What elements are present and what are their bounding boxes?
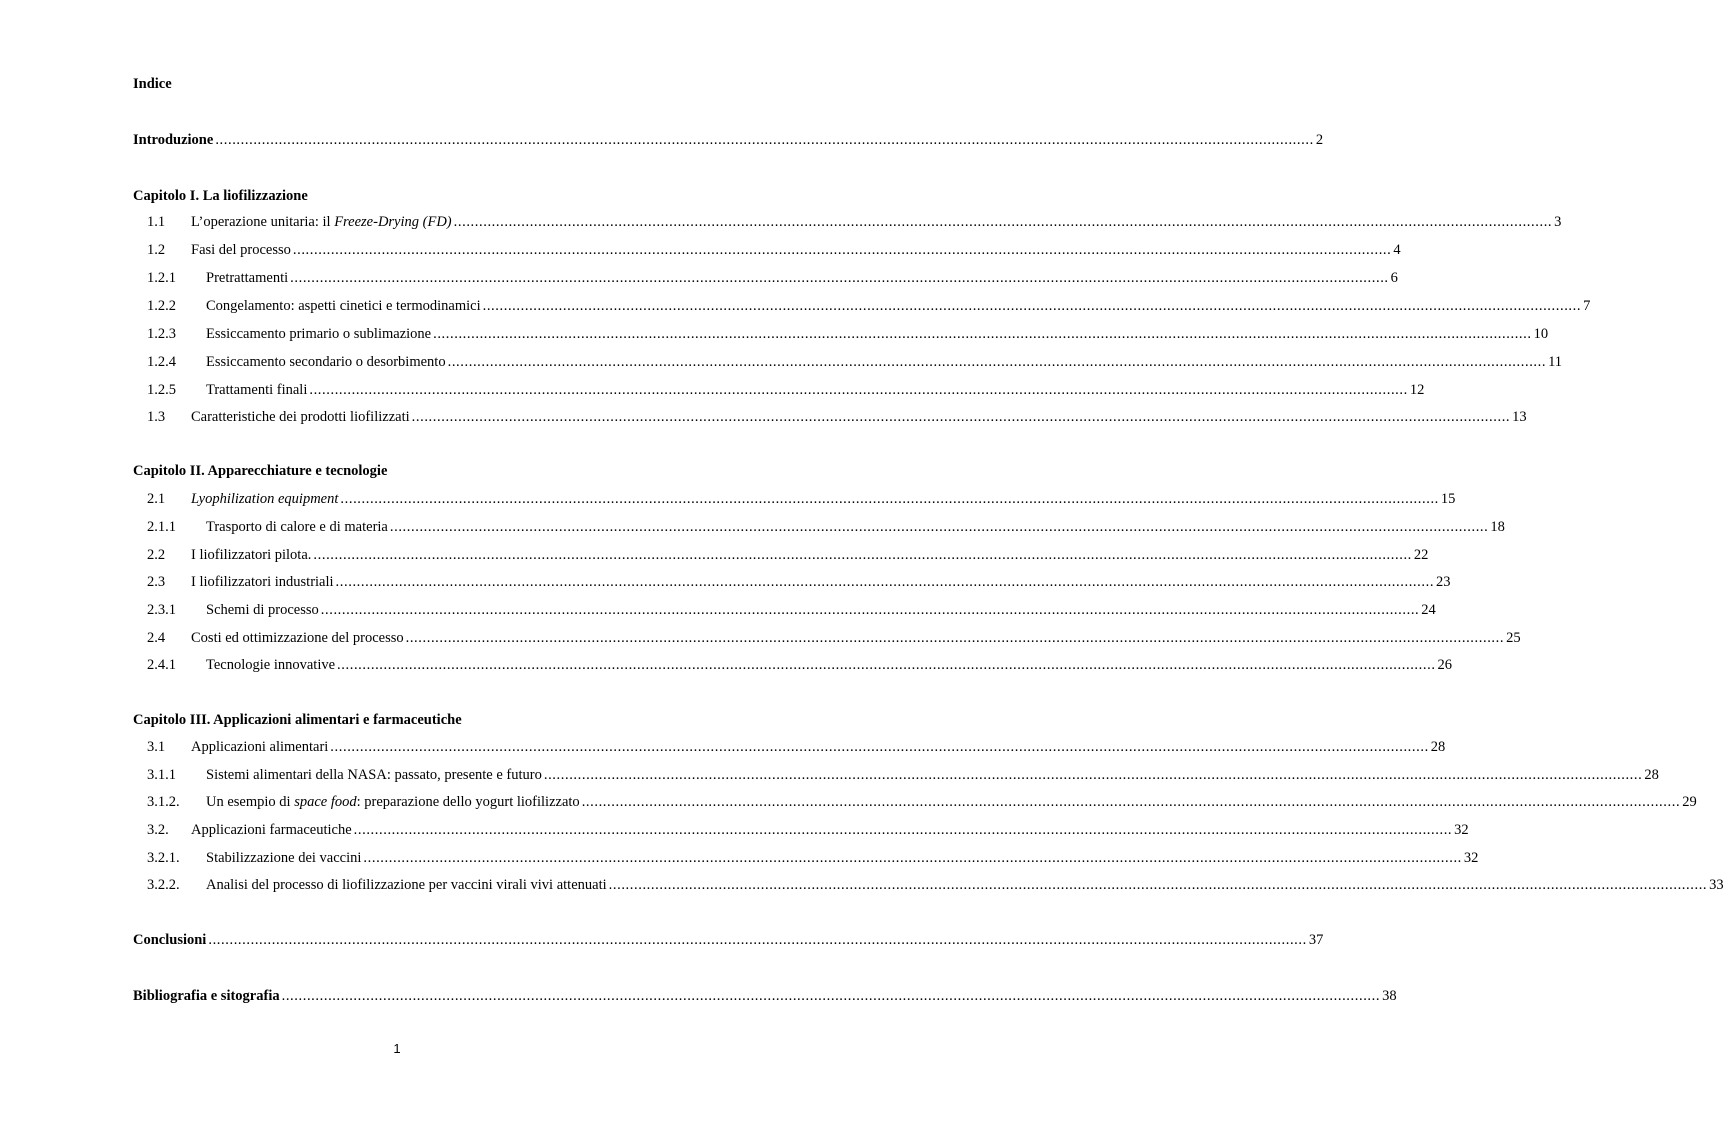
toc-entry-number: 1.2.1: [147, 270, 176, 286]
toc-entry[interactable]: [147, 212, 1562, 232]
toc-entry[interactable]: [147, 489, 1456, 509]
toc-entry-title: Sistemi alimentari della NASA: passato, presente e futuro: [206, 767, 542, 783]
toc-page-number: 13: [1512, 409, 1527, 425]
toc-page-number: 38: [1382, 988, 1397, 1004]
toc-entry-title: Introduzione: [133, 132, 214, 148]
toc-entry[interactable]: [147, 296, 1591, 316]
dot-leader: [406, 628, 1505, 648]
toc-entry-title: Congelamento: aspetti cinetici e termodinamici: [206, 298, 481, 314]
dot-leader: [313, 545, 1412, 565]
toc-entry[interactable]: [147, 655, 1453, 675]
toc-page-number: 2: [1315, 132, 1324, 148]
toc-entry-number: 2.1: [147, 491, 166, 507]
toc-entry[interactable]: [147, 572, 1451, 592]
toc-entry[interactable]: [147, 517, 1505, 537]
toc-entry-title: Applicazioni alimentari: [191, 739, 329, 755]
toc-entry[interactable]: [147, 737, 1446, 757]
dot-leader: [309, 380, 1408, 400]
toc-entry[interactable]: [147, 352, 1563, 372]
toc-page-number: 15: [1440, 491, 1456, 507]
toc-entry[interactable]: [147, 545, 1429, 565]
toc-entry-number: 1.2.3: [147, 326, 176, 342]
dot-leader: [354, 820, 1453, 840]
chapter-1-heading[interactable]: Capitolo I. La liofilizzazione: [133, 188, 308, 204]
toc-entry-title: Essiccamento secondario o desorbimento: [206, 354, 446, 370]
toc-entry-title: Analisi del processo di liofilizzazione per vaccini virali vivi attenuati: [206, 877, 607, 893]
toc-entry-title: I liofilizzatori industriali: [191, 574, 334, 590]
dot-leader: [208, 930, 1307, 950]
toc-entry-title: L’operazione unitaria: il Freeze-Drying (FD): [191, 214, 452, 230]
toc-entry[interactable]: [147, 792, 1697, 812]
dot-leader: [336, 572, 1435, 592]
toc-page-number: 28: [1644, 767, 1659, 783]
toc-entry-title: Bibliografia e sitografia: [133, 988, 280, 1004]
toc-entry-title: I liofilizzatori pilota.: [191, 547, 312, 563]
toc-entry-number: 1.2.5: [147, 382, 176, 398]
toc-entry-number: 2.3: [147, 574, 166, 590]
dot-leader: [330, 737, 1429, 757]
toc-entry[interactable]: [147, 848, 1479, 868]
dot-leader: [454, 212, 1553, 232]
toc-entry[interactable]: [147, 268, 1398, 288]
toc-entry-title: Fasi del processo: [191, 242, 291, 258]
toc-entry-number: 3.2.: [147, 822, 169, 838]
toc-page-number: 3: [1554, 214, 1562, 230]
toc-entry-title: Conclusioni: [133, 932, 207, 948]
toc-page-number: 28: [1430, 739, 1446, 755]
chapter-3-heading[interactable]: Capitolo III. Applicazioni alimentari e farmaceutiche: [133, 712, 462, 728]
dot-leader: [448, 352, 1547, 372]
toc-page-number: 6: [1390, 270, 1398, 286]
toc-entry-number: 3.1: [147, 739, 166, 755]
toc-page-number: 37: [1308, 932, 1324, 948]
toc-entry[interactable]: [147, 240, 1401, 260]
toc-entry-title: Stabilizzazione dei vaccini: [206, 850, 362, 866]
toc-page-number: 12: [1409, 382, 1425, 398]
toc-page-number: 22: [1413, 547, 1429, 563]
toc-entry-title: Tecnologie innovative: [206, 657, 336, 673]
toc-entry-title: Costi ed ottimizzazione del processo: [191, 630, 404, 646]
dot-leader: [544, 765, 1643, 785]
toc-entry-number: 1.2.4: [147, 354, 176, 370]
dot-leader: [282, 986, 1381, 1006]
toc-entry-number: 3.1.1: [147, 767, 176, 783]
toc-page-number: 18: [1490, 519, 1505, 535]
toc-entry-number: 2.4: [147, 630, 166, 646]
toc-page-number: 11: [1548, 354, 1563, 370]
page-title: Indice: [133, 76, 172, 92]
dot-leader: [390, 517, 1489, 537]
toc-entry-title: Trasporto di calore e di materia: [206, 519, 388, 535]
dot-leader: [215, 130, 1314, 150]
toc-entry-title: Un esempio di space food: preparazione dello yogurt liofilizzato: [206, 794, 580, 810]
toc-page-number: 29: [1682, 794, 1697, 810]
dot-leader: [340, 489, 1439, 509]
toc-page-number: 25: [1506, 630, 1521, 646]
toc-entry[interactable]: [147, 600, 1436, 620]
dot-leader: [433, 324, 1532, 344]
dot-leader: [412, 407, 1511, 427]
toc-entry[interactable]: [147, 628, 1521, 648]
dot-leader: [582, 792, 1681, 812]
toc-entry-number: 2.4.1: [147, 657, 176, 673]
toc-page-number: 24: [1421, 602, 1436, 618]
toc-entry-number: 3.1.2.: [147, 794, 180, 810]
toc-entry-title: Essiccamento primario o sublimazione: [206, 326, 432, 342]
toc-entry-number: 1.2: [147, 242, 166, 258]
toc-entry-introduction[interactable]: [133, 130, 1324, 150]
dot-leader: [293, 240, 1392, 260]
toc-entry-title: Trattamenti finali: [206, 382, 308, 398]
dot-leader: [609, 875, 1708, 895]
toc-entry-title: Schemi di processo: [206, 602, 319, 618]
dot-leader: [321, 600, 1420, 620]
toc-entry[interactable]: [147, 324, 1549, 344]
toc-page-number: 7: [1583, 298, 1591, 314]
toc-page-number: 10: [1533, 326, 1549, 342]
toc-entry[interactable]: [147, 380, 1425, 400]
toc-entry-number: 1.3: [147, 409, 166, 425]
toc-page-number: 26: [1437, 657, 1453, 673]
toc-entry[interactable]: [147, 820, 1469, 840]
toc-entry-number: 1.1: [147, 214, 166, 230]
toc-page-number: 4: [1393, 242, 1401, 258]
toc-entry-title: Caratteristiche dei prodotti liofilizzati: [191, 409, 410, 425]
page-number: 1: [393, 1041, 401, 1056]
toc-entry[interactable]: [147, 407, 1527, 427]
dot-leader: [483, 296, 1582, 316]
dot-leader: [290, 268, 1389, 288]
dot-leader: [363, 848, 1462, 868]
toc-entry-title: Lyophilization equipment: [191, 491, 339, 507]
toc-entry-number: 1.2.2: [147, 298, 176, 314]
toc-entry[interactable]: [147, 875, 1724, 895]
toc-page-number: 32: [1463, 850, 1479, 866]
toc-entry-title: Pretrattamenti: [206, 270, 289, 286]
toc-entry-bibliography[interactable]: [133, 986, 1397, 1006]
toc-entry-number: 2.3.1: [147, 602, 176, 618]
toc-entry-number: 3.2.1.: [147, 850, 180, 866]
toc-page-number: 33: [1709, 877, 1724, 893]
toc-entry-number: 3.2.2.: [147, 877, 180, 893]
toc-entry-number: 2.1.1: [147, 519, 176, 535]
toc-page-number: 23: [1436, 574, 1451, 590]
toc-entry-title: Applicazioni farmaceutiche: [191, 822, 352, 838]
toc-entry-number: 2.2: [147, 547, 166, 563]
chapter-2-heading[interactable]: Capitolo II. Apparecchiature e tecnologie: [133, 463, 388, 479]
toc-page-number: 32: [1454, 822, 1469, 838]
toc-entry[interactable]: [147, 765, 1659, 785]
toc-entry-conclusions[interactable]: [133, 930, 1324, 950]
dot-leader: [337, 655, 1436, 675]
